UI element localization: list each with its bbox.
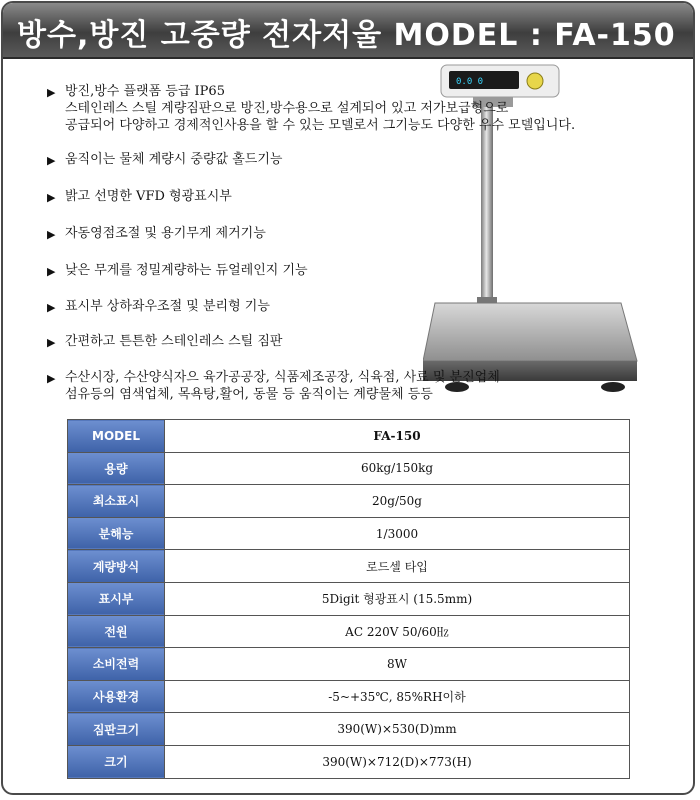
feature-line: 수산시장, 수산양식자으 육가공공장, 식품제조공장, 식육점, 사료 및 분진업체 — [65, 370, 500, 385]
spec-label: 소비전력 — [68, 648, 165, 681]
triangle-right-icon: ▶ — [47, 336, 56, 349]
list-item — [47, 225, 266, 242]
spec-value: FA-150 — [165, 420, 630, 453]
spec-value: AC 220V 50/60㎐ — [165, 615, 630, 648]
spec-value: 20g/50g — [165, 485, 630, 518]
spec-value: 8W — [165, 648, 630, 681]
spec-label: 최소표시 — [68, 485, 165, 518]
header-bar — [3, 3, 693, 59]
table-row — [68, 452, 630, 485]
table-row — [68, 680, 630, 713]
feature-line: 낮은 무게를 정밀계량하는 듀얼레인지 기능 — [65, 263, 308, 278]
list-item — [47, 83, 575, 134]
spec-label: 짐판크기 — [68, 713, 165, 746]
triangle-right-icon: ▶ — [47, 301, 56, 314]
list-item — [47, 188, 232, 205]
table-row — [68, 745, 630, 778]
spec-value: 60kg/150kg — [165, 452, 630, 485]
table-row — [68, 648, 630, 681]
table-row — [68, 582, 630, 615]
triangle-right-icon: ▶ — [47, 372, 56, 385]
page-title: 방수,방진 고중량 전자저울 MODEL : FA-150 — [17, 18, 676, 53]
table-row — [68, 485, 630, 518]
list-item — [47, 369, 500, 403]
table-row — [68, 615, 630, 648]
list-item — [47, 151, 282, 168]
triangle-right-icon: ▶ — [47, 154, 56, 167]
svg-text:0.0 0: 0.0 0 — [456, 77, 484, 87]
spec-label: 용량 — [68, 452, 165, 485]
spec-label: MODEL — [68, 420, 165, 453]
triangle-right-icon: ▶ — [47, 86, 56, 99]
spec-value: 390(W)×712(D)×773(H) — [165, 745, 630, 778]
feature-line: 방진,방수 플랫폼 등급 IP65 — [65, 84, 225, 99]
feature-line: 밝고 선명한 VFD 형광표시부 — [65, 189, 232, 204]
table-row — [68, 713, 630, 746]
spec-table — [67, 419, 630, 779]
spec-label: 전원 — [68, 615, 165, 648]
spec-value: 390(W)×530(D)mm — [165, 713, 630, 746]
spec-label: 표시부 — [68, 582, 165, 615]
table-row — [68, 550, 630, 583]
spec-value: 5Digit 형광표시 (15.5mm) — [165, 582, 630, 615]
list-item — [47, 298, 270, 315]
feature-line: 스테인레스 스틸 계량짐판으로 방진,방수용으로 설계되어 있고 저가보급형으로 — [65, 101, 509, 116]
triangle-right-icon: ▶ — [47, 228, 56, 241]
spec-value: -5~+35℃, 85%RH이하 — [165, 680, 630, 713]
list-item — [47, 262, 308, 279]
spec-label: 분해능 — [68, 517, 165, 550]
feature-line: 간편하고 튼튼한 스테인레스 스틸 짐판 — [65, 334, 283, 349]
spec-value: 로드셀 타입 — [165, 550, 630, 583]
product-sheet — [1, 1, 695, 795]
feature-line: 표시부 상하좌우조절 및 분리형 기능 — [65, 299, 270, 314]
triangle-right-icon: ▶ — [47, 191, 56, 204]
table-row — [68, 420, 630, 453]
spec-label: 크기 — [68, 745, 165, 778]
feature-line: 공급되어 다양하고 경제적인사용을 할 수 있는 모델로서 그기능도 다양한 우수 모델입니다. — [65, 118, 576, 133]
spec-label: 계량방식 — [68, 550, 165, 583]
spec-label: 사용환경 — [68, 680, 165, 713]
feature-line: 섬유등의 염색업체, 목욕탕,활어, 동물 등 움직이는 계량물체 등등 — [65, 387, 433, 402]
feature-line: 움직이는 물체 계량시 중량값 홀드기능 — [65, 152, 283, 167]
feature-line: 자동영점조절 및 용기무게 제거기능 — [65, 226, 266, 241]
table-row — [68, 517, 630, 550]
spec-value: 1/3000 — [165, 517, 630, 550]
list-item — [47, 333, 282, 350]
triangle-right-icon: ▶ — [47, 265, 56, 278]
